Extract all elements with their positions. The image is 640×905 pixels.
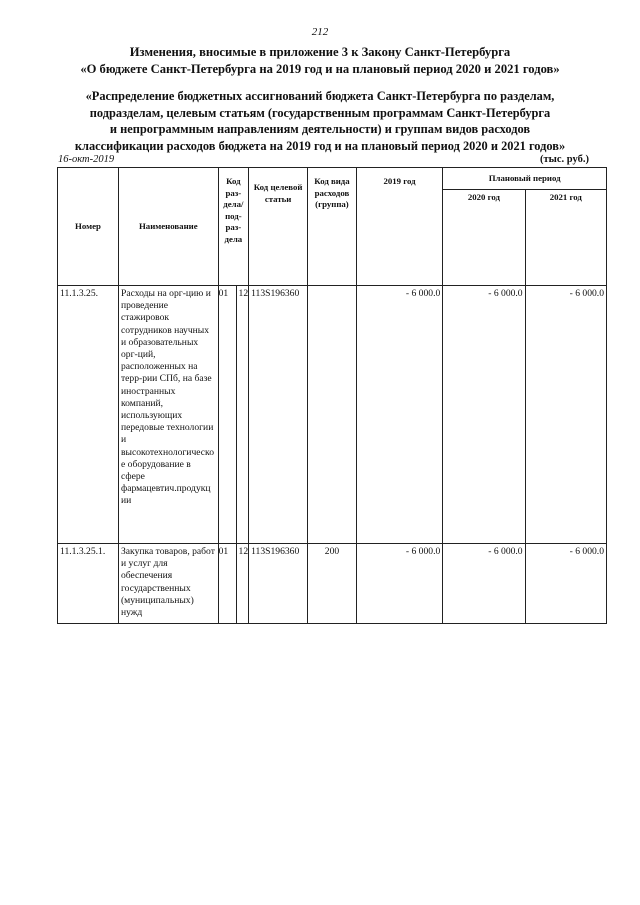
row-type <box>308 286 357 544</box>
row-name: Закупка товаров, работ и услуг для обеспечения государственных (муниципальных) нужд <box>118 544 218 624</box>
row-2019: - 6 000.0 <box>356 544 442 624</box>
row-2020: - 6 000.0 <box>443 544 525 624</box>
header-line-2: «О бюджете Санкт-Петербурга на 2019 год и на плановый период 2020 и 2021 годов» <box>80 62 560 76</box>
row-target: 113S196360 <box>249 286 308 544</box>
header-target-code: Код целевой статьи <box>249 168 308 286</box>
row-number: 11.1.3.25. <box>58 286 119 544</box>
header-name: Наименование <box>118 168 218 286</box>
subtitle-line-1: «Распределение бюджетных ассигнований бюджета Санкт-Петербурга по разделам, <box>85 89 555 103</box>
row-2019: - 6 000.0 <box>356 286 442 544</box>
header-section-code: Код раз-дела/ под-раз-дела <box>218 168 249 286</box>
header-2021: 2021 год <box>525 190 606 286</box>
page-number: 212 <box>311 26 329 38</box>
row-type: 200 <box>308 544 357 624</box>
row-name: Расходы на орг-цию и проведение стажировок сотрудников научных и образовательных орг-ций, расположенных на терр-рии СПб, на базе иностранных компаний, использующих передовые технологии и высокотехнологическое оборудование в сфере фармацевтич.продукции <box>118 286 218 544</box>
header-2020: 2020 год <box>443 190 525 286</box>
row-subsection: 12 <box>236 286 248 544</box>
row-subsection: 12 <box>236 544 248 624</box>
table-row <box>58 286 607 544</box>
budget-table <box>57 167 607 624</box>
subtitle-line-4: классификации расходов бюджета на 2019 год и на плановый период 2020 и 2021 годов» <box>74 138 566 153</box>
header-2019: 2019 год <box>356 168 442 286</box>
subtitle-line-3: и непрограммным направлениям деятельности) и группам видов расходов <box>109 122 531 137</box>
row-2020: - 6 000.0 <box>443 286 525 544</box>
row-2021: - 6 000.0 <box>525 286 606 544</box>
row-2021: - 6 000.0 <box>525 544 606 624</box>
row-number: 11.1.3.25.1. <box>58 544 119 624</box>
header-line-1: Изменения, вносимые в приложение 3 к Закону Санкт-Петербурга <box>129 45 511 59</box>
subtitle-line-2: подразделам, целевым статьям (государственным программам Санкт-Петербурга <box>89 105 551 120</box>
header-planned-period: Плановый период <box>443 168 607 190</box>
row-target: 113S196360 <box>249 544 308 624</box>
document-date: 16-окт-2019 <box>58 154 115 165</box>
row-section: 01 <box>218 286 236 544</box>
table-row <box>58 544 607 624</box>
header-expense-type: Код вида расходов (группа) <box>308 168 357 286</box>
units-label: (тыс. руб.) <box>540 154 589 165</box>
header-number: Номер <box>58 168 119 286</box>
row-section: 01 <box>218 544 236 624</box>
